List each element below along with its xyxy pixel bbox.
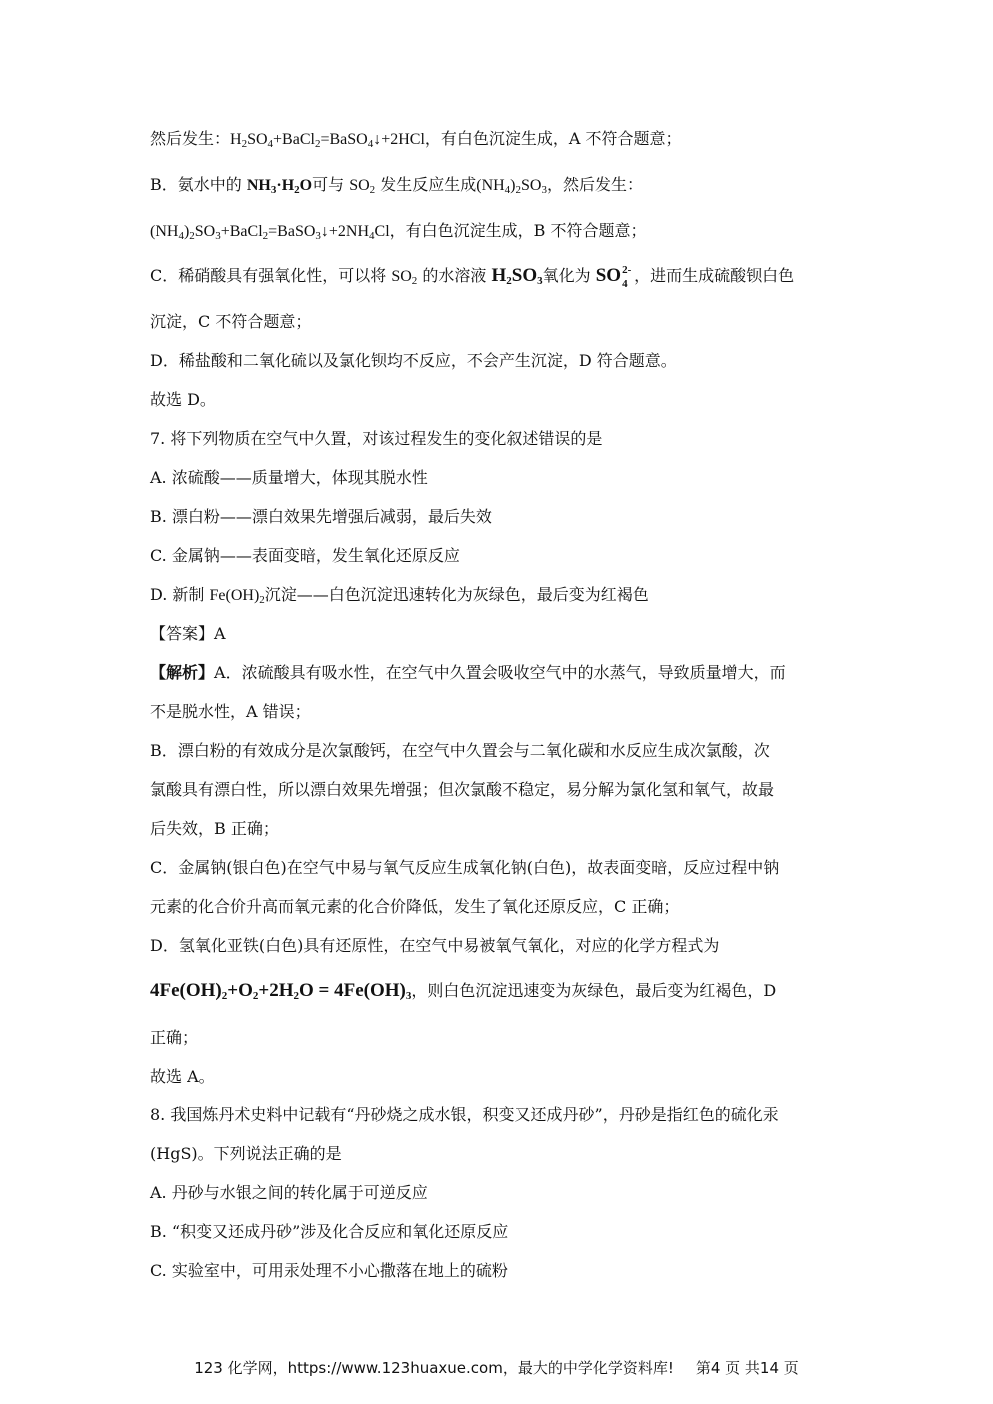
question-stem: (HgS)。下列说法正确的是	[150, 1144, 342, 1163]
question-option: B. 漂白粉——漂白效果先增强后减弱，最后失效	[150, 507, 492, 526]
analysis-tag: 【解析】	[150, 663, 215, 682]
text-line: D．氢氧化亚铁(白色)具有还原性，在空气中易被氧气氧化，对应的化学方程式为	[150, 936, 720, 955]
text-line: B．氨水中的 $NH_3\cdot H_2O$可与 $SO_2$ 发生反应生成$(NH_4)_2SO_3$，然后发生：	[150, 175, 643, 196]
question-option: C. 实验室中，可用汞处理不小心撒落在地上的硫粉	[150, 1261, 508, 1280]
text-line: 元素的化合价升高而氧元素的化合价降低，发生了氧化还原反应，C 正确；	[150, 897, 680, 916]
text-line: D．稀盐酸和二氧化硫以及氯化钡均不反应，不会产生沉淀，D 符合题意。	[150, 351, 677, 370]
answer-line: 【答案】A	[150, 624, 226, 643]
text-line: $(NH_4)_2SO_3+BaCl_2=BaSO_3↓+2NH_4Cl$，有白色沉淀生成，B 不符合题意；	[150, 221, 647, 242]
text-line: C．稀硝酸具有强氧化性，可以将 $SO_2$ 的水溶液 $H_2SO_3$氧化为 SO 2- 4 ，进而生成硫酸钡白色	[150, 264, 795, 290]
text-line: 故选 A。	[150, 1067, 215, 1086]
text-line: 正确；	[150, 1028, 199, 1047]
chem-formula: $NH_3\cdot H_2O$	[246, 177, 313, 196]
question-stem: 8. 我国炼丹术史料中记载有“丹砂烧之成水银，积变又还成丹砂”，丹砂是指红色的硫化汞	[150, 1105, 779, 1124]
text-line: B．漂白粉的有效成分是次氯酸钙，在空气中久置会与二氧化碳和水反应生成次氯酸，次	[150, 741, 770, 760]
analysis-line: 【解析】A．浓硫酸具有吸水性，在空气中久置会吸收空气中的水蒸气，导致质量增大，而	[150, 663, 786, 682]
chem-equation: $(NH_4)_2SO_3+BaCl_2=BaSO_3↓+2NH_4Cl$	[150, 223, 390, 242]
text-line: 不是脱水性，A 错误；	[150, 702, 311, 721]
chem-formula: $Fe(OH)_2$	[209, 587, 265, 606]
question-option: A. 浓硫酸——质量增大，体现其脱水性	[150, 468, 428, 487]
chem-formula: $H_2SO_3$	[491, 265, 543, 287]
text-line: 然后发生：$H_2SO_4+BaCl_2=BaSO_4↓+2HCl$，有白色沉淀生成，A 不符合题意；	[150, 129, 682, 150]
text-line: 故选 D。	[150, 390, 216, 409]
chem-formula: $(NH_4)_2SO_3$	[476, 177, 547, 196]
chem-formula: $SO_2$	[349, 177, 376, 196]
text-line: 沉淀，C 不符合题意；	[150, 312, 312, 331]
page-footer	[0, 1357, 993, 1379]
text-line: 氯酸具有漂白性，所以漂白效果先增强；但次氯酸不稳定，易分解为氯化氢和氧气，故最	[150, 780, 775, 799]
question-option: A. 丹砂与水银之间的转化属于可逆反应	[150, 1183, 428, 1202]
text-line: 后失效，B 正确；	[150, 819, 279, 838]
question-option: D. 新制 $Fe(OH)_2$沉淀——白色沉淀迅速转化为灰绿色，最后变为红褐色	[150, 585, 649, 606]
question-option: C. 金属钠——表面变暗，发生氧化还原反应	[150, 546, 460, 565]
chem-equation: $H_2SO_4+BaCl_2=BaSO_4↓+2HCl$	[230, 131, 425, 150]
chem-ion: SO 2- 4	[595, 264, 632, 290]
footer-site: 123 化学网，https://www.123huaxue.com，最大的中学化学资料库!	[194, 1359, 674, 1377]
question-stem: 7. 将下列物质在空气中久置，对该过程发生的变化叙述错误的是	[150, 429, 603, 448]
text-line: C．金属钠(银白色)在空气中易与氧气反应生成氧化钠(白色)，故表面变暗，反应过程中钠	[150, 858, 780, 877]
chem-formula: $SO_2$	[391, 268, 418, 287]
text-line: $4Fe(OH)_2+O_2+2H_2O = 4Fe(OH)_3$，则白色沉淀迅速变为灰绿色，最后变为红褐色，D	[150, 980, 777, 1002]
chem-equation: $4Fe(OH)_2+O_2+2H_2O = 4Fe(OH)_3$	[150, 980, 412, 1002]
page-number: 第4 页 共14 页	[695, 1359, 799, 1377]
question-option: B. “积变又还成丹砂”涉及化合反应和氧化还原反应	[150, 1222, 509, 1241]
